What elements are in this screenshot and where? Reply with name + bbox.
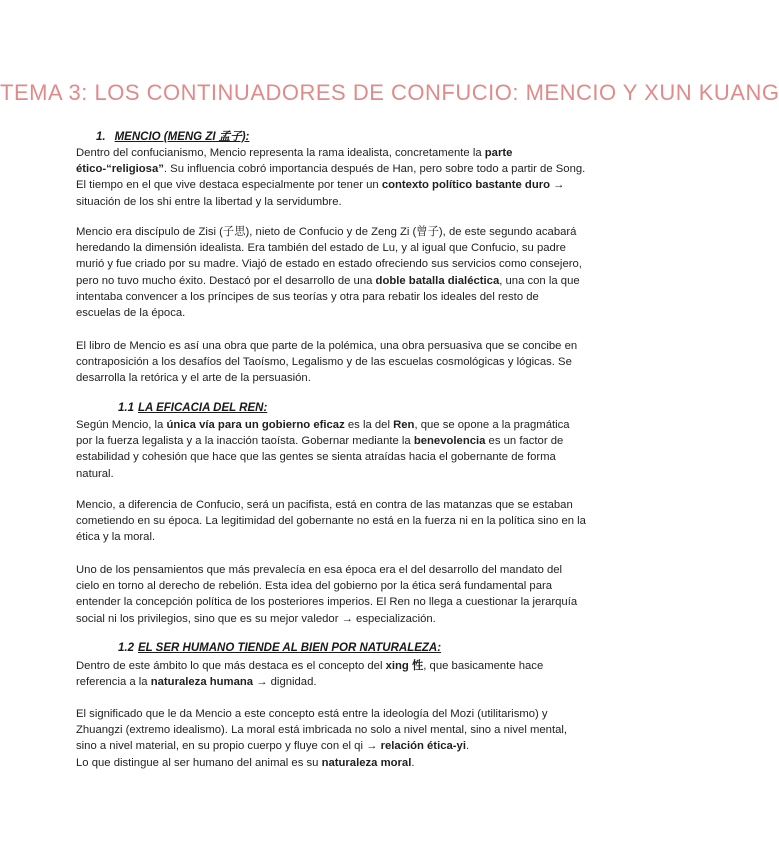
page-title: TEMA 3: LOS CONTINUADORES DE CONFUCIO: MENCIO Y XUN KUANG — [0, 80, 779, 105]
paragraph — [76, 224, 586, 321]
bold-text: contexto político bastante duro — [381, 179, 551, 192]
text-run: Mencio era discípulo de Zisi (子思), nieto de Confucio y de Zeng Zi (曾子), de este segundo acabará heredando la dimensión idealista. Era también del estado de Lu, y al igual que Confucio, su padre murió y fue criado por su madre. Viajó de estado en estado ofreciendo sus servicios como consejero, pero no tuvo mucho éxito. Destacó por el desarrollo de una — [76, 226, 582, 287]
bold-text: benevolencia — [413, 435, 486, 448]
bold-text: xing 性 — [385, 660, 424, 672]
bold-text: doble batalla dialéctica — [375, 274, 500, 287]
section-1-1-number: 1.1 — [118, 402, 134, 414]
text-run: Lo que distingue al ser humano del animal es su — [76, 756, 322, 769]
section-1-1-body — [76, 497, 586, 546]
text-run: → dignidad. — [253, 676, 317, 689]
text-run: El significado que le da Mencio a este concepto está entre la ideología del Mozi (utilitarismo) y Zhuangzi (extremo idealismo). La moral está imbricada no solo a nivel mental, sino a nivel mental, sino a nivel material, en su propio cuerpo y fluye con el qi → — [76, 708, 568, 753]
text-run: . — [411, 756, 415, 769]
text-run: Según Mencio, la — [76, 419, 167, 431]
paragraph: Uno de los pensamientos que más prevalecía en esa época era el del desarrollo del mandato del cielo en torno al derecho de rebelión. Esta idea del gobierno por la ética será fundamental para entender la concepción política de los posteriores imperios. El Ren no llega a cuestionar la jerarquía social ni los privilegios, sino que es su mejor valedor → especialización. — [76, 564, 578, 625]
text-run: es un factor de estabilidad y cohesión que hace que las gentes se sienta atraídas hacia el gobernante de forma natural. — [76, 435, 564, 480]
bold-text: naturaleza moral — [321, 756, 412, 769]
section-1-body — [76, 224, 586, 321]
section-1-1-body — [76, 417, 586, 482]
text-run: , que basicamente hace referencia a la — [76, 660, 544, 689]
section-1-2-number: 1.2 — [118, 642, 134, 654]
paragraph: El libro de Mencio es así una obra que parte de la polémica, una obra persuasiva que se concibe en contraposición a los desafíos del Taoísmo, Legalismo y de las escuelas cosmológicas y lógicas. Se desarrolla la retórica y el arte de la persuasión. — [76, 340, 578, 385]
paragraph — [76, 417, 586, 482]
section-1-2-body — [76, 658, 586, 690]
section-1-2-body — [76, 706, 586, 771]
text-run: es la del — [344, 419, 394, 431]
text-run: Dentro de este ámbito lo que más destaca es el concepto del — [76, 660, 386, 672]
section-1-2-heading — [118, 642, 441, 654]
bold-text: relación ética-yi — [380, 740, 466, 753]
text-run: . — [465, 740, 470, 753]
text-run: , que se opone a la pragmática por la fuerza legalista y a la inacción taoísta. Gobernar mediante la — [76, 419, 570, 448]
section-1-2-title: EL SER HUMANO TIENDE AL BIEN POR NATURALEZA: — [138, 642, 442, 654]
section-1-1-title: LA EFICACIA DEL REN: — [138, 402, 268, 414]
bold-text: parte ético-“religiosa” — [76, 147, 513, 176]
text-run: → situación de los shi entre la libertad y la servidumbre. — [76, 179, 565, 208]
section-1-1-heading — [118, 402, 267, 414]
text-run: , una con la que intentaba convencer a los príncipes de sus teorías y otra para rebatir los ideales del resto de escuelas de la época. — [76, 274, 580, 320]
section-1-body — [76, 145, 586, 210]
paragraph — [76, 755, 586, 771]
section-1-1-body — [76, 562, 586, 627]
section-1-body — [76, 338, 586, 387]
paragraph — [76, 145, 586, 210]
paragraph: Mencio, a diferencia de Confucio, será un pacifista, está en contra de las matanzas que se estaban cometiendo en su época. La legitimidad del gobernante no está en la fuerza ni en la política sino en la ética y la moral. — [76, 499, 586, 544]
bold-text: naturaleza humana — [150, 676, 254, 689]
section-1-number: 1. — [96, 131, 106, 143]
paragraph — [76, 658, 586, 690]
text-run: Dentro del confucianismo, Mencio representa la rama idealista, concretamente la — [76, 147, 485, 159]
section-1-heading — [96, 128, 249, 144]
bold-text: Ren — [393, 419, 415, 431]
section-1-title: MENCIO (MENG ZI 孟子): — [114, 131, 250, 143]
bold-text: única vía para un gobierno eficaz — [166, 419, 345, 431]
paragraph — [76, 706, 586, 755]
text-run: . Su influencia cobró importancia después de Han, pero sobre todo a partir de Song. El tiempo en el que vive destaca especialmente por tener un — [76, 163, 586, 192]
